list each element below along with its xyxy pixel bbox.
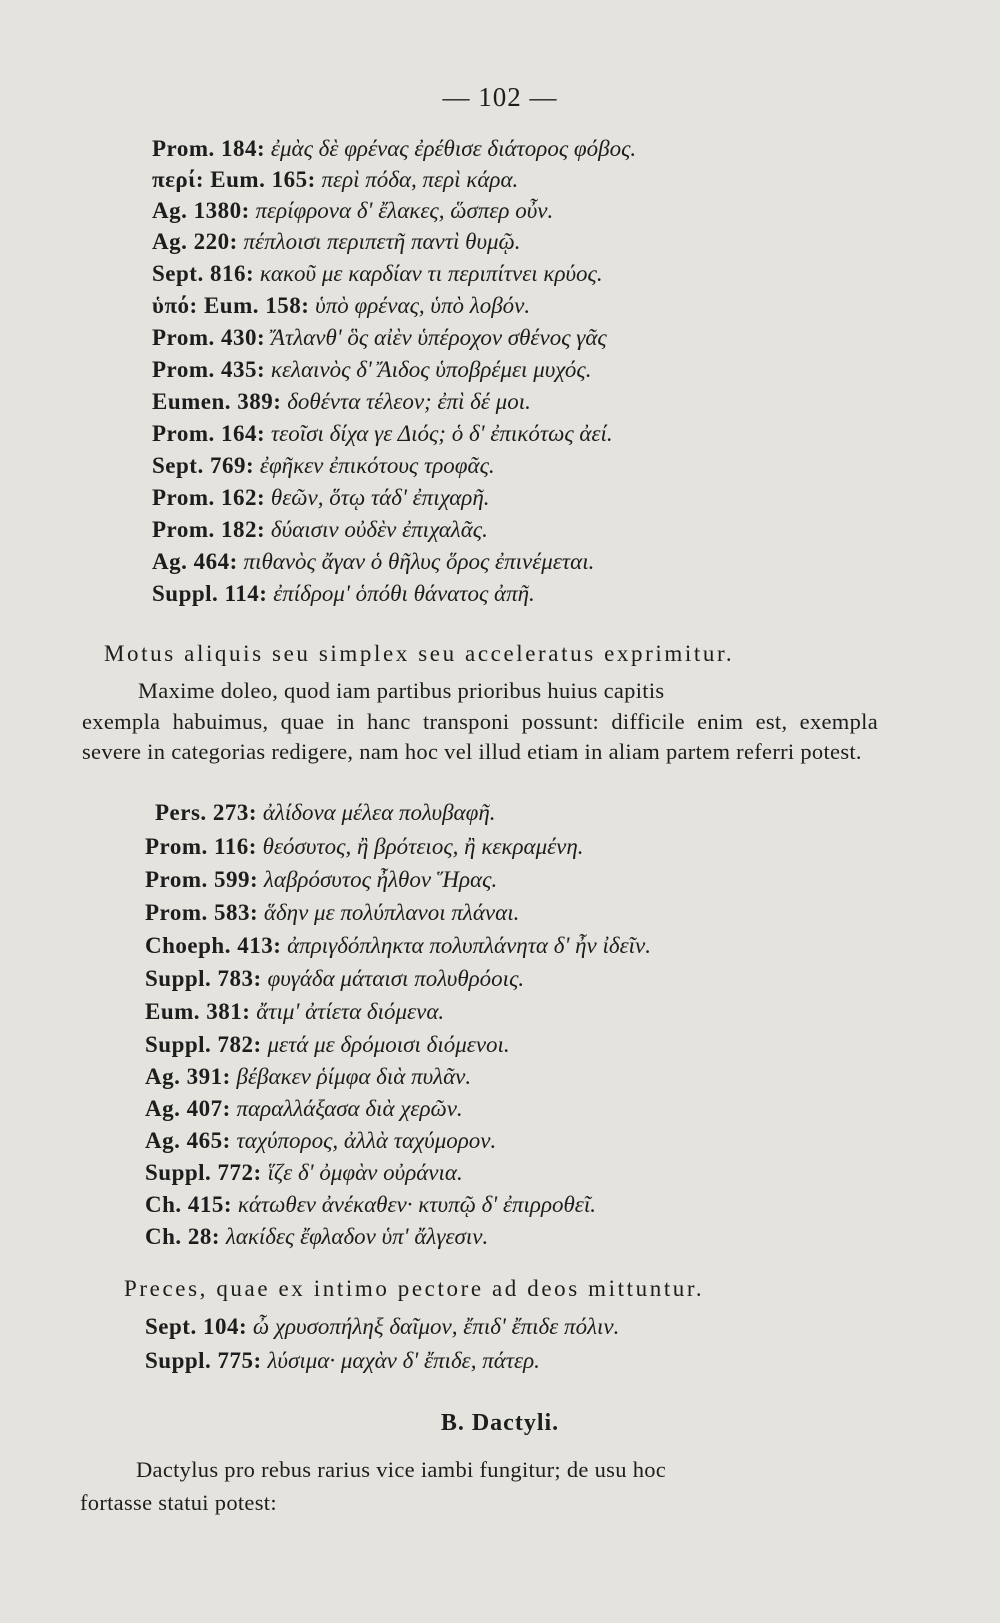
greek-quote: λακίδες ἔφλαδον ὑπ' ἄλγεσιν. (225, 1224, 489, 1249)
citation-line (152, 517, 972, 543)
citation-line (145, 1032, 965, 1058)
citation-line (152, 198, 972, 224)
citation-ref: Ch. 28: (145, 1224, 221, 1249)
greek-quote: ἵζε δ' ὀμφὰν οὐράνια. (267, 1160, 463, 1185)
citation-line (152, 421, 972, 447)
greek-quote: φυγάδα μάταισι πολυθρόοις. (267, 966, 525, 991)
greek-quote: ἀπριγδόπληκτα πολυπλάνητα δ' ἦν ἰδεῖν. (287, 933, 651, 958)
greek-quote: δύαισιν οὐδὲν ἐπιχαλᾶς. (270, 517, 488, 542)
section-heading: B. Dactyli. (440, 1410, 560, 1436)
citation-line (152, 389, 972, 415)
citation-ref: Prom. 599: (145, 867, 259, 892)
citation-line (145, 933, 965, 959)
citation-ref: Suppl. 772: (145, 1160, 262, 1185)
citation-ref: Sept. 769: (152, 453, 255, 478)
citation-ref: Ag. 391: (145, 1064, 231, 1089)
citation-line (145, 867, 965, 893)
citation-ref: Sept. 816: (152, 261, 255, 286)
citation-ref: Pers. 273: (155, 800, 258, 825)
greek-quote: ταχύπορος, ἀλλὰ ταχύμορον. (236, 1128, 497, 1153)
citation-ref: Ag. 464: (152, 549, 238, 574)
section-title: Motus aliquis seu simplex seu acceleratus exprimitur. (104, 641, 735, 666)
citation-ref: Ch. 415: (145, 1192, 233, 1217)
greek-quote: κάτωθεν ἀνέκαθεν· κτυπῷ δ' ἐπιρροθεῖ. (237, 1192, 596, 1217)
citation-ref: Prom. 164: (152, 421, 266, 446)
citation-line (152, 485, 972, 511)
paragraph-body: exempla habuimus, quae in hanc transponi possunt: difficile enim est, exempla severe in categorias redigere, nam hoc vel illud etiam in aliam partem referri potest. (82, 708, 878, 764)
greek-quote: περίφρονα δ' ἔλακες, ὥσπερ οὖν. (255, 198, 554, 223)
greek-quote: κακοῦ με καρδίαν τι περιπίτνει κρύος. (259, 261, 603, 286)
greek-quote: τεοῖσι δίχα γε Διός; ὁ δ' ἐπικότως ἀεί. (270, 421, 613, 446)
greek-quote: ἀλίδονα μέλεα πολυβαφῆ. (262, 800, 496, 825)
citation-ref: Ag. 407: (145, 1096, 231, 1121)
citation-ref: ὑπό: Eum. 158: (152, 293, 310, 318)
greek-quote: ὦ χρυσοπήληξ δαῖμον, ἔπιδ' ἔπιδε πόλιν. (252, 1314, 620, 1339)
citation-ref: Suppl. 783: (145, 966, 262, 991)
citation-ref: Prom. 583: (145, 900, 259, 925)
citation-ref: Prom. 435: (152, 357, 266, 382)
greek-quote: πιθανὸς ἄγαν ὁ θῆλυς ὅρος ἐπινέμεται. (243, 549, 595, 574)
citation-line (152, 357, 972, 383)
citation-line (145, 999, 965, 1025)
citation-ref: Suppl. 782: (145, 1032, 262, 1057)
citation-line (145, 1128, 965, 1154)
greek-quote: ἅδην με πολύπλανοι πλάναι. (263, 900, 520, 925)
citation-ref: Prom. 116: (145, 834, 257, 859)
citation-line (145, 1348, 965, 1374)
citation-line (152, 453, 972, 479)
citation-line (152, 136, 972, 162)
citation-ref: Suppl. 775: (145, 1348, 262, 1373)
citation-ref: Prom. 182: (152, 517, 266, 542)
citation-line (145, 1224, 965, 1250)
greek-quote: θεῶν, ὅτῳ τάδ' ἐπιχαρῆ. (270, 485, 490, 510)
citation-ref: Ag. 465: (145, 1128, 231, 1153)
paragraph (82, 676, 878, 768)
greek-quote: ἐπίδρομ' ὁπόθι θάνατος ἀπῆ. (273, 581, 535, 606)
citation-line (145, 834, 965, 860)
greek-quote: δοθέντα τέλεον; ἐπὶ δέ μοι. (287, 389, 531, 414)
greek-quote: κελαινὸς δ' Ἄιδος ὑποβρέμει μυχός. (270, 357, 592, 382)
greek-quote: ἄτιμ' ἀτίετα διόμενα. (256, 999, 445, 1024)
greek-quote: βέβακεν ῥίμφα διὰ πυλᾶν. (236, 1064, 472, 1089)
citation-ref: Prom. 184: (152, 136, 266, 161)
paragraph-body: fortasse statui potest: (80, 1490, 277, 1515)
citation-line (152, 581, 972, 607)
greek-quote: θεόσυτος, ἢ βρότειος, ἢ κεκραμένη. (262, 834, 584, 859)
greek-quote: ὑπὸ φρένας, ὑπὸ λοβόν. (315, 293, 531, 318)
citation-line (152, 549, 972, 575)
greek-quote: ἐμὰς δὲ φρένας ἐρέθισε διάτορος φόβος. (270, 136, 637, 161)
paragraph-first-line: Dactylus pro rebus rarius vice iambi fungitur; de usu hoc (136, 1457, 667, 1482)
paragraph-first-line: Maxime doleo, quod iam partibus prioribus huius capitis (138, 678, 665, 703)
citation-ref: Eum. 381: (145, 999, 251, 1024)
greek-quote: παραλλάξασα διὰ χερῶν. (236, 1096, 463, 1121)
citation-line (145, 1096, 965, 1122)
greek-quote: Ἄτλανθ' ὃς αἰὲν ὑπέροχον σθένος γᾶς (270, 325, 607, 350)
citation-line (145, 1160, 965, 1186)
citation-ref: Prom. 162: (152, 485, 266, 510)
citation-line (145, 1192, 965, 1218)
citation-ref: Ag. 1380: (152, 198, 250, 223)
citation-ref: Sept. 104: (145, 1314, 248, 1339)
citation-line (152, 167, 972, 193)
citation-ref: Ag. 220: (152, 229, 238, 254)
citation-ref: Suppl. 114: (152, 581, 268, 606)
citation-line (152, 325, 972, 351)
citation-line (145, 966, 965, 992)
greek-quote: περὶ πόδα, περὶ κάρα. (321, 167, 519, 192)
greek-quote: ἐφῆκεν ἐπικότους τροφᾶς. (259, 453, 495, 478)
citation-line (145, 900, 965, 926)
citation-line (152, 229, 972, 255)
greek-quote: πέπλοισι περιπετῆ παντὶ θυμῷ. (243, 229, 521, 254)
citation-ref: Prom. 430: (152, 325, 266, 350)
citation-line (145, 1314, 965, 1340)
citation-ref: περί: Eum. 165: (152, 167, 316, 192)
citation-line (152, 293, 972, 319)
citation-line (145, 1064, 965, 1090)
greek-quote: μετά με δρόμοισι διόμενοι. (267, 1032, 510, 1057)
citation-line (155, 800, 975, 826)
citation-ref: Eumen. 389: (152, 389, 282, 414)
greek-quote: λαβρόσυτος ἦλθον Ἥρας. (263, 867, 498, 892)
greek-quote: λύσιμα· μαχὰν δ' ἔπιδε, πάτερ. (267, 1348, 540, 1373)
paragraph (80, 1453, 862, 1519)
page-number: — 102 — (442, 82, 558, 112)
citation-line (152, 261, 972, 287)
citation-ref: Choeph. 413: (145, 933, 282, 958)
section-title: Preces, quae ex intimo pectore ad deos mittuntur. (124, 1276, 705, 1301)
